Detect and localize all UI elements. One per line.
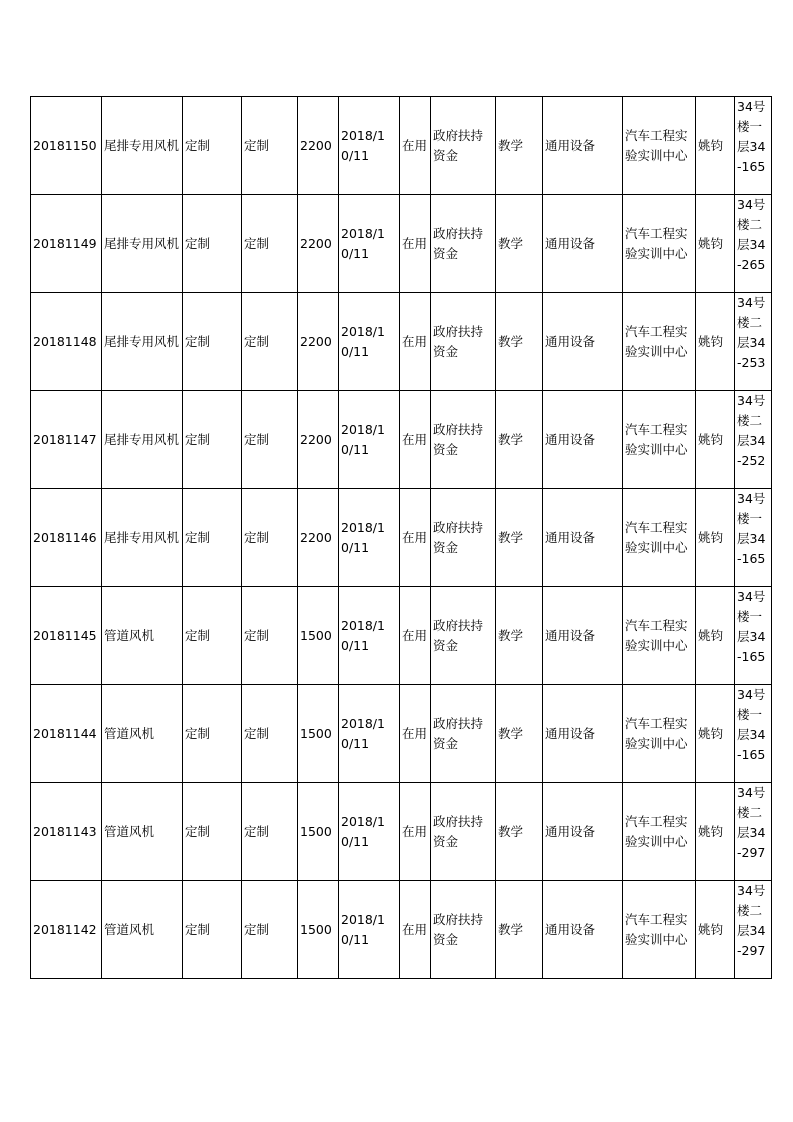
table-row — [31, 489, 772, 587]
cell-spec: 定制 — [242, 293, 298, 391]
cell-category: 通用设备 — [543, 587, 623, 685]
cell-asset-id: 20181145 — [31, 587, 102, 685]
cell-department: 汽车工程实验实训中心 — [623, 685, 696, 783]
cell-funding-source: 政府扶持资金 — [431, 881, 496, 979]
cell-usage: 教学 — [496, 783, 543, 881]
cell-category: 通用设备 — [543, 881, 623, 979]
cell-status: 在用 — [400, 97, 431, 195]
cell-funding-source: 政府扶持资金 — [431, 783, 496, 881]
table-row — [31, 97, 772, 195]
cell-category: 通用设备 — [543, 391, 623, 489]
cell-purchase-date: 2018/10/11 — [339, 195, 400, 293]
cell-price: 1500 — [298, 587, 339, 685]
cell-model: 定制 — [183, 195, 242, 293]
cell-custodian: 姚钧 — [696, 881, 735, 979]
cell-price: 2200 — [298, 489, 339, 587]
cell-department: 汽车工程实验实训中心 — [623, 881, 696, 979]
cell-funding-source: 政府扶持资金 — [431, 587, 496, 685]
cell-spec: 定制 — [242, 97, 298, 195]
table-row — [31, 293, 772, 391]
cell-status: 在用 — [400, 881, 431, 979]
cell-department: 汽车工程实验实训中心 — [623, 391, 696, 489]
cell-asset-id: 20181148 — [31, 293, 102, 391]
cell-custodian: 姚钧 — [696, 293, 735, 391]
cell-location: 34号楼二层34-252 — [735, 391, 772, 489]
cell-purchase-date: 2018/10/11 — [339, 489, 400, 587]
cell-usage: 教学 — [496, 293, 543, 391]
cell-asset-id: 20181147 — [31, 391, 102, 489]
cell-department: 汽车工程实验实训中心 — [623, 97, 696, 195]
cell-model: 定制 — [183, 783, 242, 881]
cell-usage: 教学 — [496, 881, 543, 979]
cell-usage: 教学 — [496, 587, 543, 685]
cell-location: 34号楼一层34-165 — [735, 587, 772, 685]
cell-funding-source: 政府扶持资金 — [431, 391, 496, 489]
cell-usage: 教学 — [496, 685, 543, 783]
cell-department: 汽车工程实验实训中心 — [623, 587, 696, 685]
cell-asset-id: 20181149 — [31, 195, 102, 293]
cell-asset-name: 管道风机 — [102, 881, 183, 979]
cell-status: 在用 — [400, 391, 431, 489]
cell-category: 通用设备 — [543, 195, 623, 293]
cell-spec: 定制 — [242, 195, 298, 293]
cell-asset-name: 管道风机 — [102, 685, 183, 783]
cell-department: 汽车工程实验实训中心 — [623, 783, 696, 881]
cell-department: 汽车工程实验实训中心 — [623, 293, 696, 391]
cell-custodian: 姚钧 — [696, 391, 735, 489]
cell-asset-name: 尾排专用风机 — [102, 195, 183, 293]
cell-purchase-date: 2018/10/11 — [339, 783, 400, 881]
cell-usage: 教学 — [496, 195, 543, 293]
cell-purchase-date: 2018/10/11 — [339, 391, 400, 489]
cell-price: 2200 — [298, 97, 339, 195]
cell-category: 通用设备 — [543, 489, 623, 587]
cell-spec: 定制 — [242, 881, 298, 979]
cell-usage: 教学 — [496, 97, 543, 195]
cell-asset-id: 20181142 — [31, 881, 102, 979]
cell-spec: 定制 — [242, 783, 298, 881]
cell-price: 1500 — [298, 783, 339, 881]
cell-funding-source: 政府扶持资金 — [431, 685, 496, 783]
table-row — [31, 881, 772, 979]
cell-asset-name: 管道风机 — [102, 783, 183, 881]
cell-asset-name: 尾排专用风机 — [102, 391, 183, 489]
cell-usage: 教学 — [496, 391, 543, 489]
cell-asset-name: 尾排专用风机 — [102, 293, 183, 391]
cell-purchase-date: 2018/10/11 — [339, 881, 400, 979]
cell-model: 定制 — [183, 391, 242, 489]
cell-asset-name: 尾排专用风机 — [102, 489, 183, 587]
cell-category: 通用设备 — [543, 293, 623, 391]
cell-model: 定制 — [183, 685, 242, 783]
cell-asset-id: 20181150 — [31, 97, 102, 195]
cell-custodian: 姚钧 — [696, 685, 735, 783]
cell-location: 34号楼二层34-253 — [735, 293, 772, 391]
cell-asset-name: 尾排专用风机 — [102, 97, 183, 195]
cell-status: 在用 — [400, 783, 431, 881]
cell-spec: 定制 — [242, 391, 298, 489]
table-row — [31, 391, 772, 489]
asset-table — [30, 96, 772, 979]
table-row — [31, 685, 772, 783]
cell-funding-source: 政府扶持资金 — [431, 489, 496, 587]
table-row — [31, 195, 772, 293]
cell-model: 定制 — [183, 97, 242, 195]
cell-price: 2200 — [298, 293, 339, 391]
cell-status: 在用 — [400, 195, 431, 293]
cell-category: 通用设备 — [543, 97, 623, 195]
cell-department: 汽车工程实验实训中心 — [623, 489, 696, 587]
cell-category: 通用设备 — [543, 685, 623, 783]
cell-funding-source: 政府扶持资金 — [431, 293, 496, 391]
asset-table-body — [31, 97, 772, 979]
cell-spec: 定制 — [242, 489, 298, 587]
cell-status: 在用 — [400, 587, 431, 685]
cell-usage: 教学 — [496, 489, 543, 587]
table-row — [31, 587, 772, 685]
cell-location: 34号楼一层34-165 — [735, 489, 772, 587]
cell-custodian: 姚钧 — [696, 97, 735, 195]
cell-asset-id: 20181144 — [31, 685, 102, 783]
cell-purchase-date: 2018/10/11 — [339, 685, 400, 783]
cell-custodian: 姚钧 — [696, 587, 735, 685]
cell-model: 定制 — [183, 293, 242, 391]
cell-price: 1500 — [298, 685, 339, 783]
cell-model: 定制 — [183, 489, 242, 587]
cell-model: 定制 — [183, 587, 242, 685]
cell-category: 通用设备 — [543, 783, 623, 881]
cell-price: 2200 — [298, 195, 339, 293]
cell-asset-name: 管道风机 — [102, 587, 183, 685]
cell-custodian: 姚钧 — [696, 783, 735, 881]
cell-purchase-date: 2018/10/11 — [339, 293, 400, 391]
cell-price: 1500 — [298, 881, 339, 979]
cell-location: 34号楼二层34-297 — [735, 881, 772, 979]
cell-status: 在用 — [400, 685, 431, 783]
cell-department: 汽车工程实验实训中心 — [623, 195, 696, 293]
cell-status: 在用 — [400, 489, 431, 587]
cell-custodian: 姚钧 — [696, 195, 735, 293]
cell-location: 34号楼二层34-265 — [735, 195, 772, 293]
cell-price: 2200 — [298, 391, 339, 489]
cell-asset-id: 20181143 — [31, 783, 102, 881]
cell-location: 34号楼一层34-165 — [735, 97, 772, 195]
cell-purchase-date: 2018/10/11 — [339, 97, 400, 195]
cell-status: 在用 — [400, 293, 431, 391]
table-row — [31, 783, 772, 881]
cell-funding-source: 政府扶持资金 — [431, 97, 496, 195]
cell-location: 34号楼一层34-165 — [735, 685, 772, 783]
cell-purchase-date: 2018/10/11 — [339, 587, 400, 685]
cell-location: 34号楼二层34-297 — [735, 783, 772, 881]
cell-model: 定制 — [183, 881, 242, 979]
cell-custodian: 姚钧 — [696, 489, 735, 587]
cell-spec: 定制 — [242, 587, 298, 685]
cell-spec: 定制 — [242, 685, 298, 783]
cell-funding-source: 政府扶持资金 — [431, 195, 496, 293]
cell-asset-id: 20181146 — [31, 489, 102, 587]
